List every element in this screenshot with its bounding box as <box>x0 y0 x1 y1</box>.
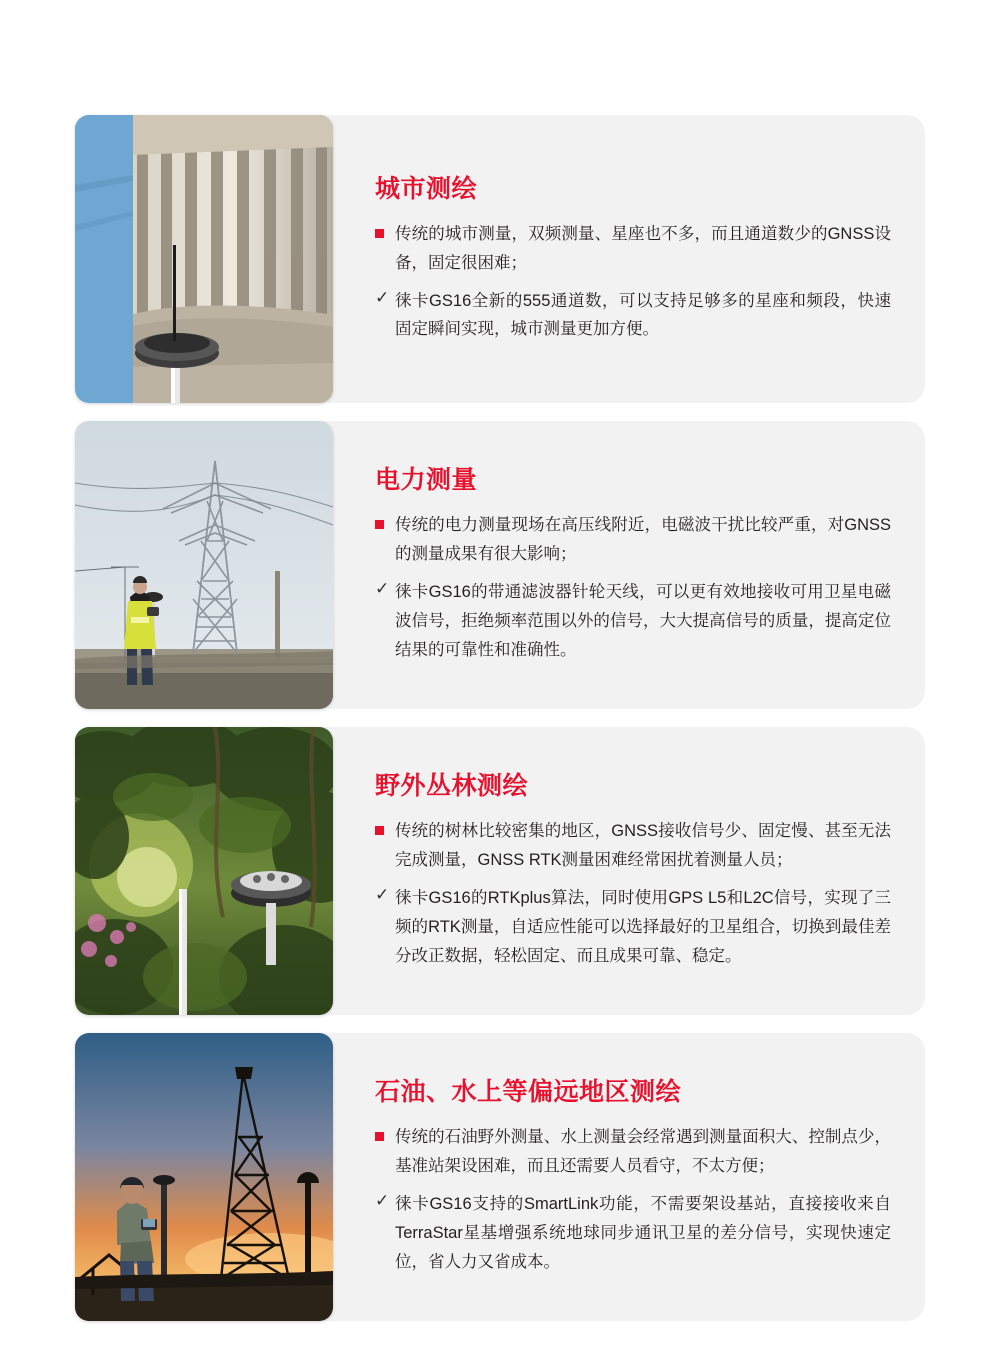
bullet-text: 传统的石油野外测量、水上测量会经常遇到测量面积大、控制点少，基准站架设困难，而且还需要人员看守，不太方便； <box>395 1128 891 1176</box>
content-section-remote <box>75 1033 925 1321</box>
check-bullet-icon: ✓ <box>375 1191 390 1211</box>
photo-power-tower-surveyor <box>75 421 333 709</box>
section-title-remote: 石油、水上等偏远地区测绘 <box>375 1078 682 1107</box>
bullet-text: 传统的树林比较密集的地区，GNSS接收信号少、固定慢、甚至无法完成测量，GNSS RTK测量困难经常困扰着测量人员； <box>395 822 891 870</box>
section-title-jungle: 野外丛林测绘 <box>375 772 529 801</box>
section-title-power: 电力测量 <box>375 466 478 495</box>
square-bullet-icon <box>375 1129 395 1144</box>
bullet-text: 徕卡GS16支持的SmartLink功能，不需要架设基站，直接接收来自TerraStar星基增强系统地球同步通讯卫星的差分信号，实现快速定位，省人力又省成本。 <box>395 1195 891 1271</box>
bullet-item <box>375 1190 891 1277</box>
square-bullet-icon <box>375 226 395 241</box>
check-bullet-icon: ✓ <box>375 885 390 905</box>
bullet-text: 徕卡GS16的RTKplus算法，同时使用GPS L5和L2C信号，实现了三频的RTK测量，自适应性能可以选择最好的卫星组合，切换到最佳差分改正数据，轻松固定、而且成果可靠、稳定。 <box>395 889 891 965</box>
bullet-text: 徕卡GS16的带通滤波器针轮天线，可以更有效地接收可用卫星电磁波信号，拒绝频率范围以外的信号，大大提高信号的质量，提高定位结果的可靠性和准确性。 <box>395 583 891 659</box>
content-section-urban <box>75 115 925 403</box>
content-section-power <box>75 421 925 709</box>
photo-oil-rig-sunset-surveyor <box>75 1033 333 1321</box>
bullet-item <box>375 1123 891 1181</box>
square-bullet-icon <box>375 517 395 532</box>
check-bullet-icon: ✓ <box>375 287 390 307</box>
bullet-item <box>375 884 891 971</box>
bullet-text: 徕卡GS16全新的555通道数，可以支持足够多的星座和频段，快速固定瞬间实现，城市测量更加方便。 <box>395 291 891 339</box>
bullet-item <box>375 511 891 569</box>
section-title-urban: 城市测绘 <box>375 174 478 203</box>
content-section-jungle <box>75 727 925 1015</box>
bullet-item <box>375 220 891 278</box>
square-bullet-icon <box>375 823 395 838</box>
bullet-item <box>375 578 891 665</box>
bullet-item <box>375 817 891 875</box>
bullet-item <box>375 287 891 345</box>
check-bullet-icon: ✓ <box>375 579 390 599</box>
bullet-text: 传统的城市测量，双频测量、星座也不多，而且通道数少的GNSS设备，固定很困难； <box>395 224 891 272</box>
photo-city-building-gnss-antenna <box>75 115 333 403</box>
photo-forest-gnss-receiver <box>75 727 333 1015</box>
bullet-text: 传统的电力测量现场在高压线附近，电磁波干扰比较严重，对GNSS的测量成果有很大影响； <box>395 516 891 564</box>
